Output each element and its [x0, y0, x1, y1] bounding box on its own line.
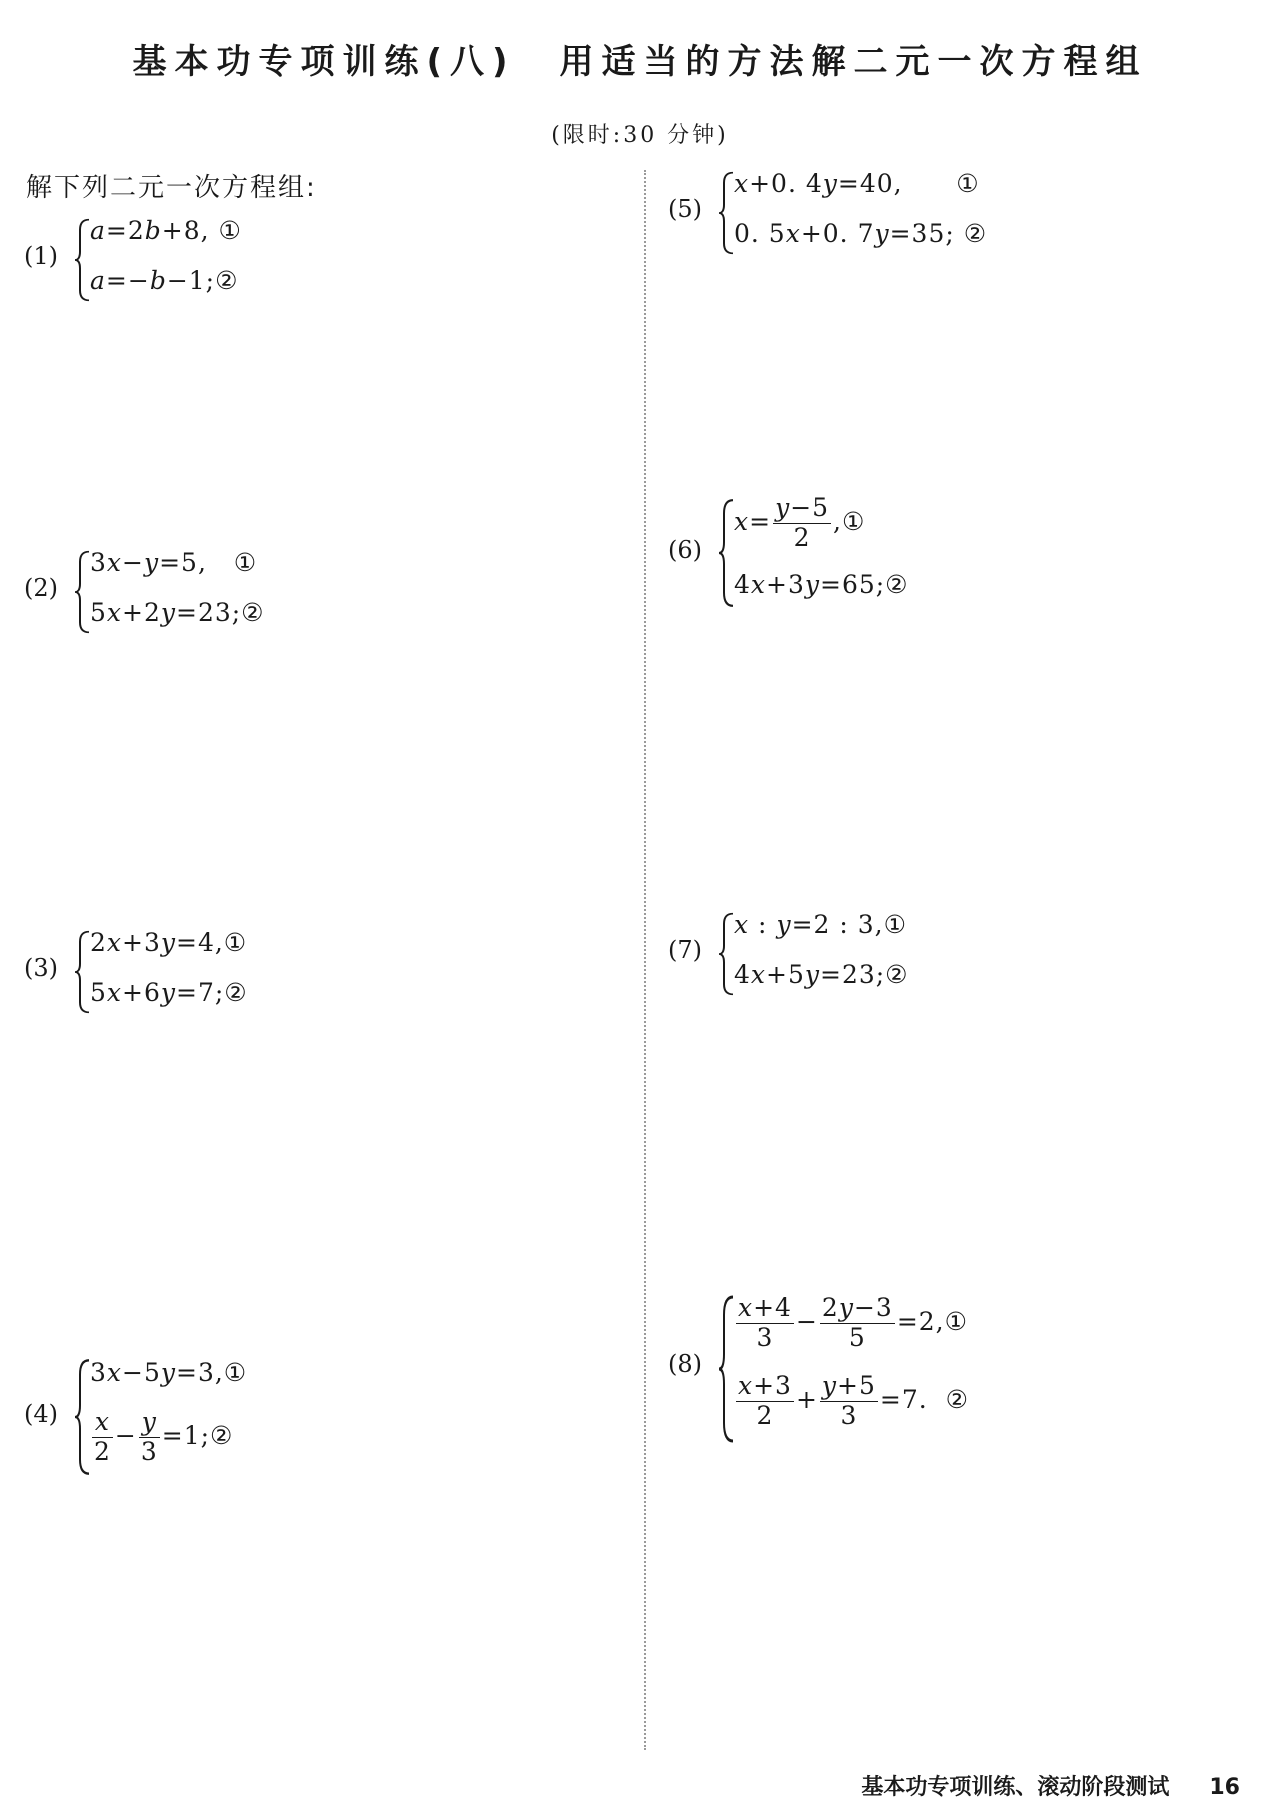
- equation-1: x : y=2 : 3,①: [734, 910, 907, 939]
- problem-8: [668, 1290, 1258, 1450]
- equation-2: $\frac{x+3}{2}$ + $\frac{y+5}{3}$ =7. ②: [738, 1371, 970, 1430]
- fraction: $\frac{x}{2}$: [94, 1407, 111, 1466]
- title-part-1: 基本功专项训练(八): [132, 42, 516, 82]
- fraction: $\frac{y-5}{2}$: [775, 493, 830, 552]
- fraction: $\frac{y}{3}$: [140, 1407, 158, 1466]
- problem-number: (5): [668, 195, 702, 223]
- problem-7: [668, 906, 1248, 1006]
- equation-2: a=−b−1;②: [90, 266, 239, 295]
- problem-6: [668, 494, 1248, 614]
- page-title: [0, 34, 1280, 83]
- equation-2: 4x+5y=23;②: [734, 960, 909, 989]
- footer-text: 基本功专项训练、滚动阶段测试: [861, 1775, 1170, 1800]
- fraction: $\frac{x+4}{3}$: [738, 1293, 792, 1352]
- problem-number: (7): [668, 936, 702, 964]
- problem-4: [24, 1354, 584, 1484]
- equation-1: 2x+3y=4,①: [90, 928, 248, 957]
- problem-number: (8): [668, 1350, 702, 1378]
- equation-1: 3x−5y=3,①: [90, 1358, 248, 1387]
- problem-5: [668, 165, 1248, 265]
- equation-1: $\frac{x+4}{3}$ − $\frac{2y-3}{5}$ =2,①: [738, 1293, 969, 1352]
- equation-1: 3x−y=5, ①: [90, 548, 258, 577]
- title-part-2: 用适当的方法解二元一次方程组: [559, 42, 1148, 82]
- fraction: $\frac{2y-3}{5}$: [821, 1293, 893, 1352]
- problem-number: (1): [24, 242, 58, 270]
- problem-3: [24, 924, 584, 1024]
- problem-number: (6): [668, 536, 702, 564]
- problem-2: [24, 544, 584, 644]
- problem-number: (3): [24, 954, 58, 982]
- problem-1: [24, 212, 584, 312]
- page-footer: [861, 1770, 1240, 1801]
- equation-1: x+0. 4y=40, ①: [734, 169, 980, 198]
- page-number: 16: [1209, 1775, 1240, 1800]
- fraction: $\frac{x+3}{2}$: [738, 1371, 792, 1430]
- equation-2: 0. 5x+0. 7y=35; ②: [734, 219, 988, 248]
- column-divider: [644, 170, 646, 1750]
- equation-1: a=2b+8, ①: [90, 216, 242, 245]
- equation-2: 5x+2y=23;②: [90, 598, 265, 627]
- instruction-text: 解下列二元一次方程组:: [26, 173, 317, 203]
- equation-1: x= $\frac{y-5}{2}$ ,①: [734, 493, 866, 552]
- problem-number: (2): [24, 574, 58, 602]
- equation-2: 4x+3y=65;②: [734, 570, 909, 599]
- fraction: $\frac{y+5}{3}$: [821, 1371, 876, 1430]
- equation-2: 5x+6y=7;②: [90, 978, 248, 1007]
- time-limit: (限时:30 分钟): [551, 123, 729, 148]
- equation-2: $\frac{x}{2}$ − $\frac{y}{3}$ =1;②: [94, 1407, 234, 1466]
- problem-number: (4): [24, 1400, 58, 1428]
